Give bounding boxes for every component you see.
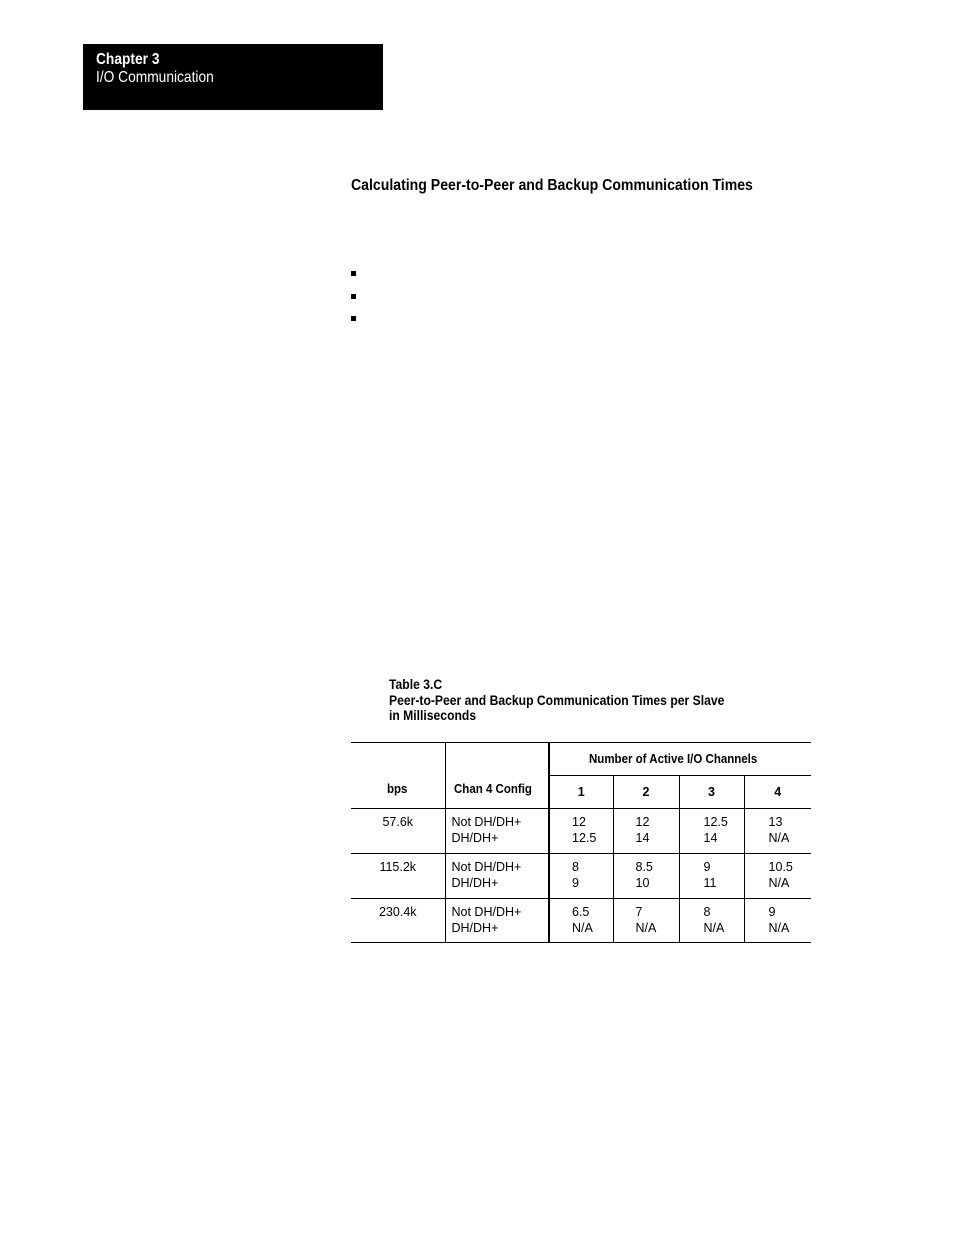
row-value-ch1: 12 12.5 xyxy=(549,809,613,854)
row-value-ch3: 12.5 14 xyxy=(679,809,744,854)
row-value-ch2: 7 N/A xyxy=(613,899,679,943)
chapter-label: Chapter 3 xyxy=(96,51,160,68)
table-row xyxy=(351,854,811,899)
row-bps: 230.4k xyxy=(351,899,445,943)
row-value-ch4: 13 N/A xyxy=(744,809,811,854)
header-channel-4: 4 xyxy=(744,776,811,809)
table-caption xyxy=(389,677,762,724)
row-value-ch3: 8 N/A xyxy=(679,899,744,943)
table-row xyxy=(351,899,811,943)
row-value-ch2: 8.5 10 xyxy=(613,854,679,899)
table-title-line2: in Milliseconds xyxy=(389,708,477,723)
square-bullet-icon xyxy=(351,271,356,276)
chapter-header xyxy=(83,44,383,110)
row-value-ch1: 8 9 xyxy=(549,854,613,899)
row-bps: 115.2k xyxy=(351,854,445,899)
header-channel-1: 1 xyxy=(549,776,613,809)
row-configs: Not DH/DH+ DH/DH+ xyxy=(445,854,549,899)
row-value-ch4: 9 N/A xyxy=(744,899,811,943)
table-row xyxy=(351,809,811,854)
square-bullet-icon xyxy=(351,316,356,321)
square-bullet-icon xyxy=(351,294,356,299)
chapter-title: I/O Communication xyxy=(96,69,214,86)
table-title-line1: Peer-to-Peer and Backup Communication Times per Slave xyxy=(389,692,725,708)
communication-times-table xyxy=(351,742,811,943)
header-channel-3: 3 xyxy=(679,776,744,809)
row-value-ch3: 9 11 xyxy=(679,854,744,899)
header-chan4-config: Chan 4 Config xyxy=(445,743,549,809)
row-value-ch2: 12 14 xyxy=(613,809,679,854)
header-active-channels: Number of Active I/O Channels xyxy=(549,743,811,776)
row-value-ch4: 10.5 N/A xyxy=(744,854,811,899)
row-configs: Not DH/DH+ DH/DH+ xyxy=(445,809,549,854)
row-configs: Not DH/DH+ DH/DH+ xyxy=(445,899,549,943)
header-bps: bps xyxy=(351,743,445,809)
section-heading: Calculating Peer-to-Peer and Backup Communication Times xyxy=(351,177,753,194)
row-bps: 57.6k xyxy=(351,809,445,854)
header-channel-2: 2 xyxy=(613,776,679,809)
table-number: Table 3.C xyxy=(389,677,443,692)
row-value-ch1: 6.5 N/A xyxy=(549,899,613,943)
